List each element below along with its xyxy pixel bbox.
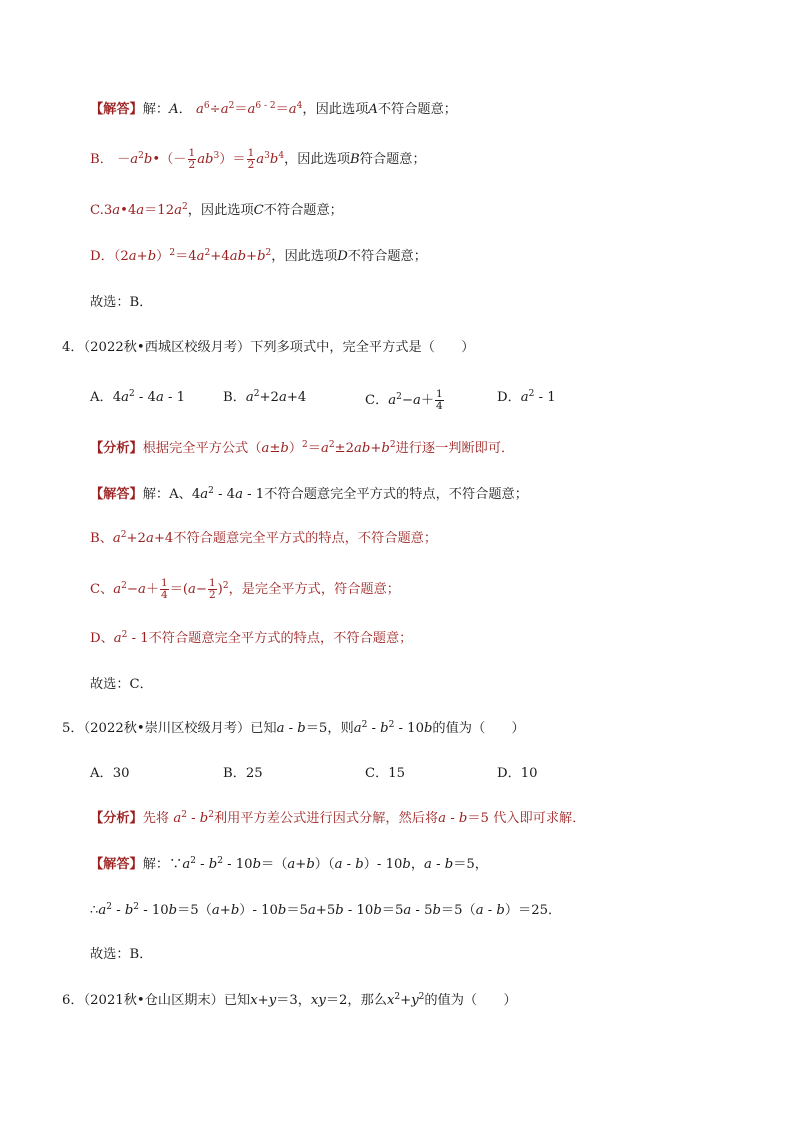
q5-conclusion: 故选：B． — [90, 947, 153, 962]
formula: $-a^2b•(-$ $\frac{1}{2}$ $ab^3)=$ $\frac{1}{2}$ $a^3b^4$ — [117, 147, 285, 171]
q4-answer-line-a: 【解答】解：A、$4a^2 - 4a - 1$不符合题意完全平方式的特点，不符合题意； — [90, 486, 528, 502]
fenxi-tag: 【分析】 — [90, 811, 143, 826]
q4-conclusion: 故选：C． — [90, 677, 153, 692]
q3-answer-line-a: 【解答】解：A． $a^6\div a^2=a^{6 - 2}=a^4$，因此选项A不符合题意； — [90, 101, 457, 117]
q6-stem: 6．（2021秋•仓山区期末）已知x+y＝3，xy＝2，那么$x^2+y^2$的值为（ ） — [62, 992, 517, 1008]
q4-answer-line-c: C、$a^2-a+$ $\frac{1}{4}$ ＝(a− $\frac{1}{2}$ )$^2$，是完全平方式，符合题意； — [90, 577, 400, 601]
q3-answer-line-b: B． $-a^2b•(-$ $\frac{1}{2}$ $ab^3)=$ $\frac{1}{2}$ $a^3b^4$，因此选项B符合题意； — [90, 147, 426, 171]
formula: $a^6\div a^2=a^{6 - 2}=a^4$ — [196, 101, 303, 117]
jieda-tag: 【解答】 — [90, 487, 143, 502]
q5-answer-line-1: 【解答】解：$\because a^2 - b^2 - 10b=(a+b)(a - b)-$ 10b，a - b＝5， — [90, 856, 488, 872]
jieda-tag: 【解答】 — [90, 857, 143, 872]
q4-option-a: A．$4a^2 - 4a - 1$ — [90, 389, 186, 405]
q5-option-a: A．30 — [90, 766, 130, 781]
q4-answer-line-b: B、$a^2+2a+4$不符合题意完全平方式的特点，不符合题意； — [90, 530, 438, 546]
line-label: C. — [90, 203, 104, 218]
jie-label: 解： — [142, 102, 170, 117]
q4-answer-line-d: D、$a^2 - 1$不符合题意完全平方式的特点，不符合题意； — [90, 630, 413, 646]
q5-analysis: 【分析】先将 $a^2 - b^2$利用平方差公式进行因式分解，然后将a - b＝5 代入即可求解． — [90, 810, 586, 826]
q4-option-b: B．$a^2+2a+4$ — [223, 389, 307, 405]
fenxi-tag: 【分析】 — [90, 441, 143, 456]
q5-option-d: D．10 — [497, 766, 538, 781]
jieda-tag: 【解答】 — [90, 102, 143, 117]
q3-conclusion: 故选：B． — [90, 295, 153, 310]
formula: $3a•4a=12a^2$ — [103, 202, 188, 218]
line-label: B． — [90, 152, 113, 167]
q4-stem: 4．（2022秋•西城区校级月考）下列多项式中，完全平方式是（ ） — [62, 340, 475, 355]
q3-answer-line-d: D．$(2a+b)^2=4a^2+4ab+b^2$，因此选项D不符合题意； — [90, 248, 427, 264]
q4-option-c: C．$a^2-a+$ $\frac{1}{4}$ — [365, 388, 443, 412]
q4-option-d: D．$a^2 - 1$ — [497, 389, 556, 405]
formula: $(2a+b)^2=4a^2+4ab+b^2$ — [113, 248, 272, 264]
q3-answer-line-c: $C.3a•4a=12a^2$，因此选项C不符合题意； — [90, 202, 343, 218]
q5-stem: 5．（2022秋•崇川区校级月考）已知a - b＝5，则$a^2 - b^2 - 10b$的值为（ ） — [62, 720, 525, 736]
q5-option-b: B．25 — [223, 766, 263, 781]
q5-answer-line-2: $\therefore a^2 - b^2 - 10b=5(a+b)-$ 10b＝5a+5b - 10b＝5a - 5b＝5（a - b）＝25． — [90, 902, 562, 918]
q4-analysis: 【分析】根据完全平方公式$(a\pm b)^2=a^2\pm 2ab+b^2$进行逐一判断即可． — [90, 440, 515, 456]
q5-option-c: C．15 — [365, 766, 406, 781]
line-label: D． — [90, 249, 114, 264]
option-letter: A — [169, 102, 179, 117]
